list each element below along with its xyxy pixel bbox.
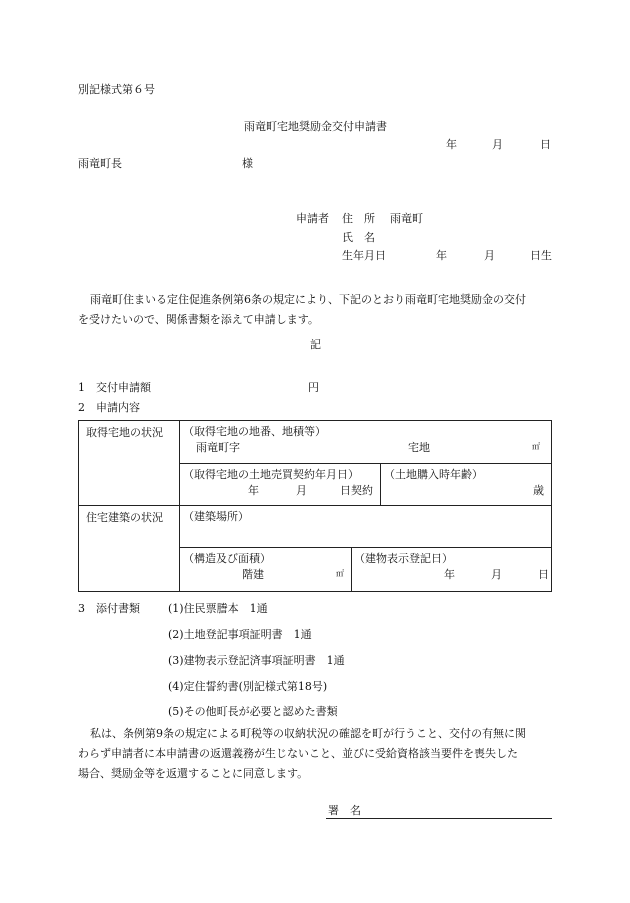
contract-year: 年 (248, 484, 259, 497)
consent-text-line2: わらず申請者に本申請書の返還義務が生じないこと、並びに受給資格該当要件を喪失した (78, 747, 518, 760)
item2-label: 2 申請内容 (78, 401, 140, 414)
buyer-age-label: （土地購入時年齢） (384, 468, 483, 481)
building-details-divider (351, 548, 352, 591)
birth-month: 月 (484, 249, 495, 262)
land-status-heading: 取得宅地の状況 (86, 426, 163, 439)
consent-text-line1: 私は、条例第9条の規定による町税等の収納状況の確認を町が行うこと、交付の有無に関 (90, 727, 526, 740)
document-item-4: (4)定住誓約書(別記様式第18号) (168, 680, 328, 693)
applicant-label: 申請者 (296, 212, 329, 225)
address-label: 住 所 (342, 212, 375, 225)
contract-day: 日契約 (340, 484, 373, 497)
date-year: 年 (446, 138, 457, 151)
registry-day: 日 (538, 568, 549, 581)
signature-line[interactable] (326, 818, 552, 819)
form-number: 別記様式第６号 (78, 83, 155, 96)
building-site-label: （建築場所） (183, 510, 249, 523)
floors-label: 階建 (242, 568, 264, 581)
ki-heading: 記 (310, 338, 321, 351)
document-item-1: (1)住民票謄本 1通 (168, 602, 268, 615)
land-location-prefix: 雨竜町字 (196, 441, 240, 454)
addressee-name: 雨竜町長 (78, 157, 122, 170)
buyer-age-cell (381, 464, 552, 506)
item1-unit: 円 (308, 381, 319, 394)
building-area-unit: ㎡ (336, 569, 344, 578)
house-status-heading: 住宅建築の状況 (86, 511, 163, 524)
date-day: 日 (540, 138, 551, 151)
registry-year: 年 (444, 568, 455, 581)
contract-date-label: （取得宅地の土地売買契約年月日） (183, 468, 359, 481)
document-item-2: (2)土地登記事項証明書 1通 (168, 628, 312, 641)
structure-label: （構造及び面積） (183, 552, 271, 565)
intro-text-line1: 雨竜町住まいる定住促進条例第6条の規定により、下記のとおり雨竜町宅地奨励金の交付 (90, 293, 526, 306)
land-location-label: （取得宅地の地番、地積等） (183, 425, 326, 438)
contract-date-cell (180, 464, 381, 506)
buyer-age-unit: 歳 (533, 484, 544, 497)
document-title: 雨竜町宅地奨励金交付申請書 (244, 120, 387, 133)
document-item-3: (3)建物表示登記済事項証明書 1通 (168, 654, 345, 667)
application-table (78, 420, 552, 592)
registry-month: 月 (491, 568, 502, 581)
item3-label: 3 添付書類 (78, 602, 140, 615)
land-status-heading-cell (79, 421, 180, 506)
document-item-5: (5)その他町長が必要と認めた書類 (168, 705, 338, 718)
building-site-cell (180, 506, 552, 548)
land-type: 宅地 (408, 441, 430, 454)
intro-text-line2: を受けたいので、関係書類を添えて申請します。 (78, 313, 319, 326)
registry-date-label: （建物表示登記日） (354, 552, 453, 565)
name-label: 氏 名 (342, 231, 375, 244)
house-status-heading-cell (79, 506, 180, 592)
birth-year: 年 (436, 249, 447, 262)
birth-date-label: 生年月日 (342, 249, 386, 262)
date-month: 月 (492, 138, 503, 151)
land-location-cell (180, 421, 552, 464)
birth-day: 日生 (530, 249, 552, 262)
signature-label: 署 名 (328, 804, 361, 817)
address-value: 雨竜町 (390, 212, 423, 225)
land-area-unit: ㎡ (532, 442, 540, 451)
item1-label: 1 交付申請額 (78, 381, 151, 394)
addressee-honorific: 様 (242, 157, 253, 170)
building-details-cell (180, 548, 552, 592)
consent-text-line3: 場合、奨励金等を返還することに同意します。 (78, 767, 309, 780)
contract-month: 月 (296, 484, 307, 497)
